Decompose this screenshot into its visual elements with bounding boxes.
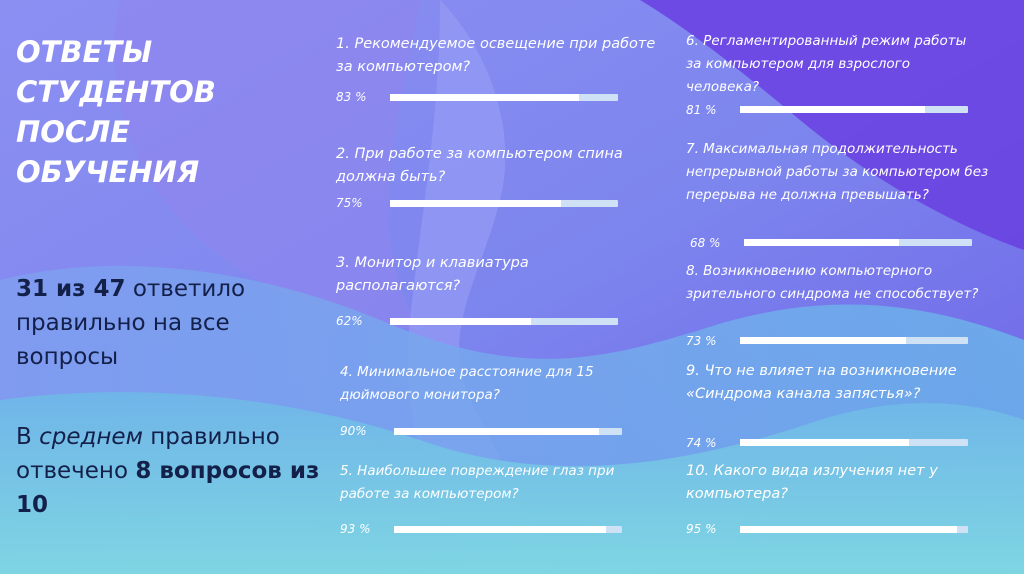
page-title: ОТВЕТЫ СТУДЕНТОВ ПОСЛЕ ОБУЧЕНИЯ bbox=[16, 35, 216, 189]
progress-bar-2 bbox=[390, 200, 618, 207]
percent-label-1: 83 % bbox=[336, 90, 367, 104]
percent-label-3: 62% bbox=[336, 314, 363, 328]
progress-bar-4 bbox=[394, 428, 622, 435]
question-7: 7. Максимальная продолжительность непрерывной работы за компьютером без перерыва не должна превышать? bbox=[686, 141, 989, 203]
progress-fill bbox=[394, 428, 599, 435]
progress-bar-5 bbox=[394, 526, 622, 533]
percent-label-5: 93 % bbox=[340, 522, 371, 536]
percent-label-8: 73 % bbox=[686, 334, 717, 348]
question-8: 8. Возникновению компьютерного зрительного синдрома не способствует? bbox=[686, 263, 979, 302]
progress-bar-7 bbox=[744, 239, 972, 246]
percent-label-2: 75% bbox=[336, 196, 363, 210]
summary-average bbox=[16, 420, 336, 522]
avg-mid: правильно отвечено bbox=[16, 424, 280, 484]
question-5: 5. Наибольшее повреждение глаз при работе за компьютером? bbox=[340, 463, 615, 502]
question-4: 4. Минимальное расстояние для 15 дюймового монитора? bbox=[340, 364, 594, 403]
percent-label-9: 74 % bbox=[686, 436, 717, 450]
question-3: 3. Монитор и клавиатура располагаются? bbox=[336, 255, 529, 294]
progress-bar-8 bbox=[740, 337, 968, 344]
summary-count: 31 из 47 bbox=[16, 276, 126, 302]
percent-label-7: 68 % bbox=[690, 236, 721, 250]
percent-label-6: 81 % bbox=[686, 103, 717, 117]
progress-bar-10 bbox=[740, 526, 968, 533]
summary-text: ответило правильно на все вопросы bbox=[16, 276, 246, 370]
question-6: 6. Регламентированный режим работы за компьютером для взрослого человека? bbox=[686, 33, 967, 95]
progress-bar-9 bbox=[740, 439, 968, 446]
question-10: 10. Какого вида излучения нет у компьютера? bbox=[686, 463, 938, 502]
progress-fill bbox=[740, 337, 906, 344]
progress-bar-6 bbox=[740, 106, 968, 113]
question-1: 1. Рекомендуемое освещение при работе за компьютером? bbox=[336, 36, 656, 75]
progress-fill bbox=[740, 439, 909, 446]
question-2: 2. При работе за компьютером спина должна быть? bbox=[336, 146, 623, 185]
summary-all-correct bbox=[16, 272, 286, 374]
progress-fill bbox=[740, 106, 925, 113]
avg-word: среднем bbox=[39, 424, 143, 450]
avg-prefix: В bbox=[16, 424, 40, 450]
progress-fill bbox=[390, 94, 579, 101]
question-9: 9. Что не влияет на возникновение «Синдрома канала запястья»? bbox=[686, 363, 957, 402]
progress-fill bbox=[740, 526, 957, 533]
progress-bar-3 bbox=[390, 318, 618, 325]
progress-fill bbox=[390, 318, 531, 325]
progress-fill bbox=[390, 200, 561, 207]
percent-label-10: 95 % bbox=[686, 522, 717, 536]
progress-fill bbox=[744, 239, 899, 246]
progress-bar-1 bbox=[390, 94, 618, 101]
progress-fill bbox=[394, 526, 606, 533]
avg-bold: 8 вопросов из 10 bbox=[16, 458, 320, 518]
percent-label-4: 90% bbox=[340, 424, 367, 438]
